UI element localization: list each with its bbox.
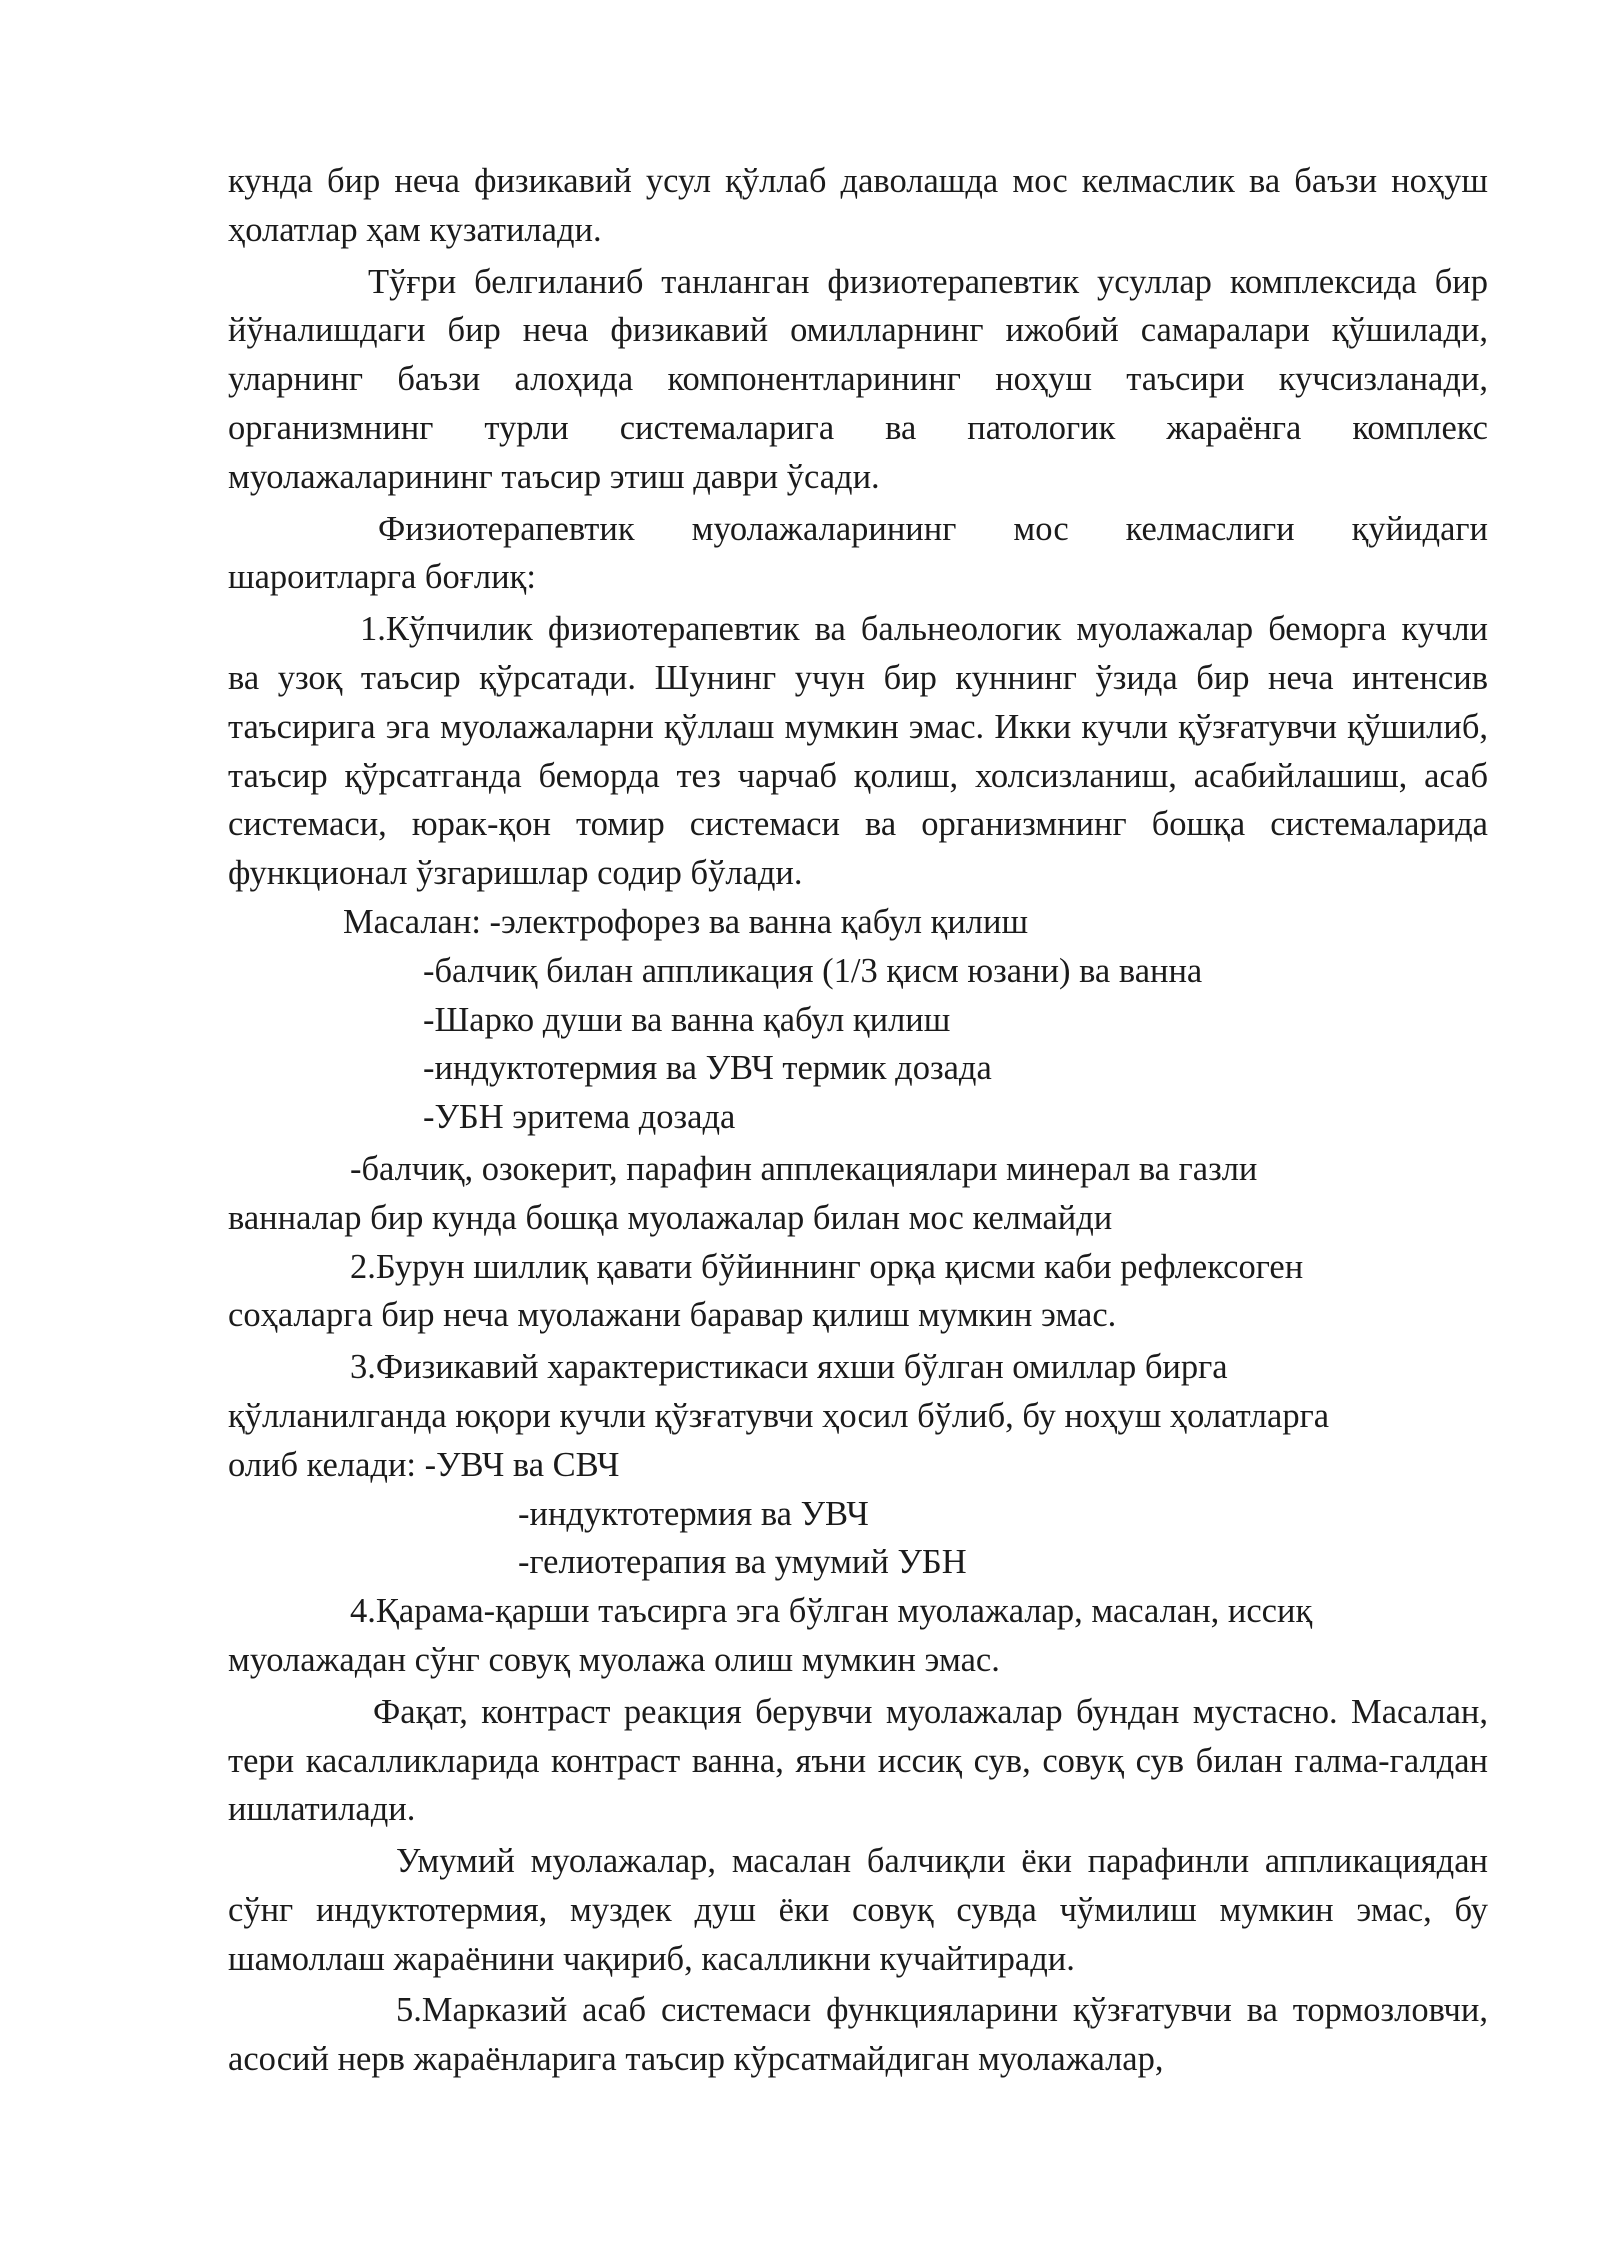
paragraph-continuation: кунда бир неча физикавий усул қўллаб даволашда мос келмаслик ва баъзи ноҳуш ҳолатлар ҳам кузатилади. (228, 162, 1488, 249)
paragraph-mud-baths (228, 1145, 1488, 1243)
paragraph-point-2-line-1: 2.Бурун шиллиқ қавати бўйиннинг орқа қисми каби рефлексоген (350, 1247, 1304, 1286)
example-intro-line: Масалан: -электрофорез ва ванна қабул қилиш (343, 902, 1029, 941)
paragraph-point-3-line-1: 3.Физикавий характеристикаси яхши бўлган омиллар бирга (350, 1348, 1228, 1387)
paragraph-point-2-line-2: соҳаларга бир неча муолажани баравар қилиш мумкин эмас. (228, 1296, 1117, 1335)
paragraph-point-4 (228, 1587, 1488, 1685)
paragraph-incompatibility-intro: Физиотерапевтик муолажаларининг мос келмаслиги қуйидаги шароитларга боғлиқ: (228, 509, 1488, 597)
paragraph-combination-benefits: Тўғри белгиланиб танланган физиотерапевтик усуллар комплексида бир йўналишдаги бир неча физикавий омилларнинг ижобий самаралари қўшилади, уларнинг баъзи алоҳида компонентларининг ноҳуш таъсири кучсизланади, организмнинг турли системаларига ва патологик жараёнга комплекс муолажаларининг таъсир этиш даври ўсади. (228, 262, 1488, 496)
paragraph-point-1: 1.Кўпчилик физиотерапевтик ва бальнеологик муолажалар беморга кучли ва узоқ таъсир қўрсатади. Шунинг учун бир куннинг ўзида бир неча интенсив таъсирига эга муолажаларни қўллаш мумкин эмас. Икки кучли қўзғатувчи қўшилиб, таъсир қўрсатганда беморда тез чарчаб қолиш, холсизланиш, асабийлашиш, асаб системаси, юрак-қон томир системаси ва организмнинг бошқа системаларида функционал ўзгаришлар содир бўлади. (228, 610, 1488, 893)
point-3-example-2: -гелиотерапия ва умумий УБН (518, 1543, 967, 1582)
paragraph-point-5: 5.Марказий асаб системаси функцияларини қўзғатувчи ва тормозловчи, асосий нерв жараёнларига таъсир кўрсатмайдиган муолажалар, (228, 1991, 1488, 2079)
example-item-3: -индуктотермия ва УВЧ термик дозада (423, 1049, 992, 1088)
paragraph-point-4-line-1: 4.Қарама-қарши таъсирга эга бўлган муолажалар, масалан, иссиқ (350, 1592, 1313, 1631)
example-item-2: -Шарко души ва ванна қабул қилиш (423, 1000, 951, 1039)
paragraph-contrast-exception: Фақат, контраст реакция берувчи муолажалар бундан мустасно. Масалан, тери касалликларида контраст ванна, яъни иссиқ сув, совуқ сув билан галма-галдан ишлатилади. (228, 1692, 1488, 1829)
document-body (228, 157, 1488, 2084)
paragraph-point-3-line-2: қўлланилганда юқори кучли қўзғатувчи ҳосил бўлиб, бу ноҳуш ҳолатларга (228, 1396, 1330, 1435)
paragraph-point-4-line-2: муолажадан сўнг совуқ муолажа олиш мумкин эмас. (228, 1640, 1000, 1679)
paragraph-point-3-line-3: олиб келади: -УВЧ ва СВЧ (228, 1445, 620, 1484)
paragraph-point-2 (228, 1243, 1488, 1341)
example-item-1: -балчиқ билан аппликация (1/3 қисм юзани) ва ванна (423, 951, 1203, 990)
paragraph-general-procedures: Умумий муолажалар, масалан балчиқли ёки парафинли аппликациядан сўнг индуктотермия, муздек душ ёки совуқ сувда чўмилиш мумкин эмас, бу шамоллаш жараёнини чақириб, касалликни кучайтиради. (228, 1842, 1488, 1978)
point-3-example-1: -индуктотермия ва УВЧ (518, 1494, 869, 1533)
paragraph-mud-baths-line-2: ванналар бир кунда бошқа муолажалар билан мос келмайди (228, 1198, 1113, 1237)
example-item-4: -УБН эритема дозада (423, 1098, 736, 1137)
paragraph-point-3 (228, 1343, 1488, 1489)
paragraph-mud-baths-line-1: -балчиқ, озокерит, парафин апплекациялари минерал ва газли (350, 1149, 1258, 1188)
